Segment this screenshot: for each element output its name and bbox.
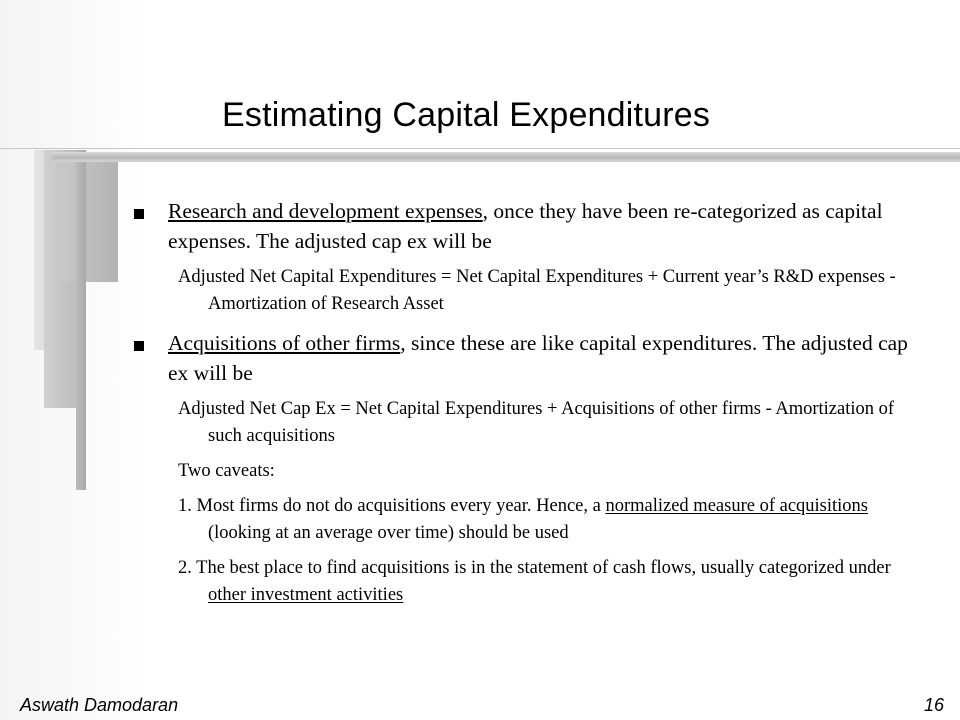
caveat-1 <box>178 493 932 547</box>
bullet-rnd <box>132 196 932 256</box>
footer-author: Aswath Damodaran <box>20 695 179 715</box>
decorative-bar <box>76 150 86 490</box>
bullet-lead: Acquisitions of other firms <box>168 331 401 355</box>
decorative-bar <box>62 160 118 282</box>
bullet-acquisitions <box>132 328 932 388</box>
caveat-2 <box>178 555 932 609</box>
caveat-text: (looking at an average over time) should be used <box>208 523 569 543</box>
caveat-text: 1. Most firms do not do acquisitions every year. Hence, a <box>178 496 606 516</box>
caveats-heading: Two caveats: <box>178 461 275 481</box>
bullet-marker <box>134 341 144 351</box>
bullet-text: , once they have been re-categorized as capital expenses. The adjusted cap ex will be <box>168 199 883 253</box>
title-rule-thin <box>0 148 960 149</box>
caveat-underlined: normalized measure of acquisitions <box>605 496 868 516</box>
formula-acquisitions: Adjusted Net Cap Ex = Net Capital Expenditures + Acquisitions of other firms - Amortization of such acquisitions <box>178 399 895 446</box>
title-rule <box>52 152 960 162</box>
caveat-underlined: other investment activities <box>208 585 404 605</box>
slide-body <box>132 196 932 609</box>
page-number: 16 <box>923 695 944 715</box>
formula-rnd: Adjusted Net Capital Expenditures = Net Capital Expenditures + Current year’s R&D expenses - Amortization of Research Asset <box>178 267 896 314</box>
slide-title: Estimating Capital Expenditures <box>222 96 711 134</box>
bullet-marker <box>134 209 144 219</box>
bullet-lead: Research and development expenses <box>168 199 483 223</box>
bullet-text: , since these are like capital expenditures. The adjusted cap ex will be <box>168 331 908 385</box>
caveat-text: 2. The best place to find acquisitions is in the statement of cash flows, usually categorized under <box>178 558 891 578</box>
